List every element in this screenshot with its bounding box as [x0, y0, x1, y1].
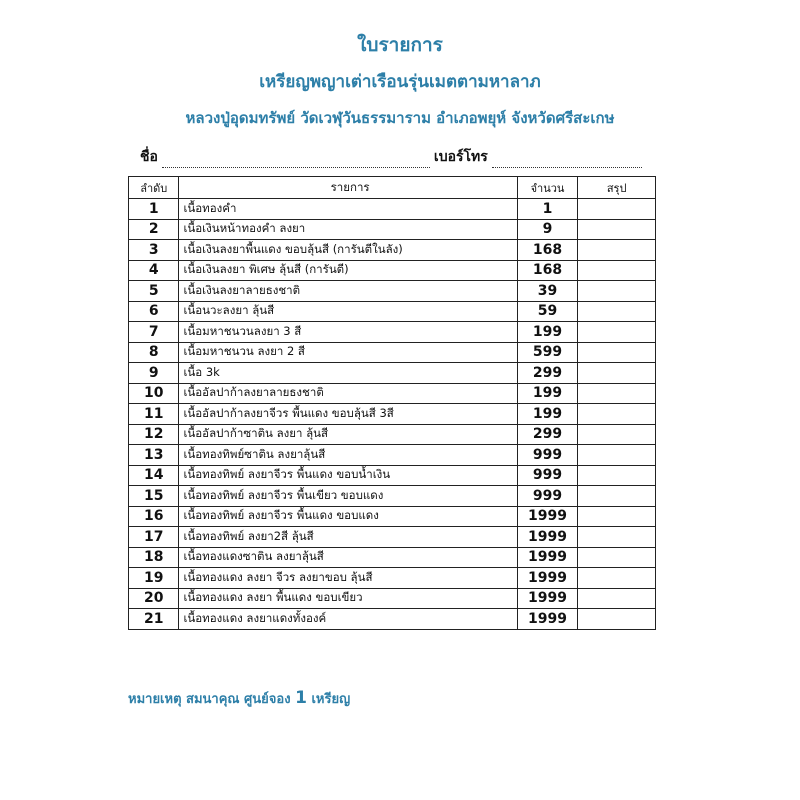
row-qty: 299	[517, 424, 578, 445]
row-number: 13	[129, 445, 179, 466]
row-qty: 999	[517, 445, 578, 466]
row-item: เนื้อเงินลงยา พิเศษ ลุ้นสี (การันตี)	[179, 260, 517, 281]
row-item: เนื้อทองทิพย์ซาติน ลงยาลุ้นสี	[179, 445, 517, 466]
row-qty: 1999	[517, 506, 578, 527]
row-summary[interactable]	[578, 527, 656, 548]
row-qty: 199	[517, 322, 578, 343]
row-summary[interactable]	[578, 383, 656, 404]
row-qty: 39	[517, 281, 578, 302]
row-qty: 1999	[517, 568, 578, 589]
row-number: 11	[129, 404, 179, 425]
table-row	[129, 506, 656, 527]
row-number: 1	[129, 199, 179, 220]
header-summary: สรุป	[578, 177, 656, 199]
table-row	[129, 527, 656, 548]
table-row	[129, 424, 656, 445]
row-item: เนื้อนวะลงยา ลุ้นสี	[179, 301, 517, 322]
note-line	[128, 688, 350, 709]
row-summary[interactable]	[578, 465, 656, 486]
row-qty: 1	[517, 199, 578, 220]
name-field[interactable]	[162, 153, 430, 168]
row-item: เนื้อ 3k	[179, 363, 517, 384]
row-qty: 168	[517, 260, 578, 281]
row-qty: 59	[517, 301, 578, 322]
row-number: 20	[129, 588, 179, 609]
table-row	[129, 404, 656, 425]
row-summary[interactable]	[578, 547, 656, 568]
row-qty: 1999	[517, 547, 578, 568]
table-row	[129, 609, 656, 630]
table-row	[129, 219, 656, 240]
row-number: 6	[129, 301, 179, 322]
row-number: 21	[129, 609, 179, 630]
row-summary[interactable]	[578, 199, 656, 220]
table-header-row	[129, 177, 656, 199]
phone-field[interactable]	[492, 153, 642, 168]
row-number: 12	[129, 424, 179, 445]
row-item: เนื้อมหาชนวน ลงยา 2 สี	[179, 342, 517, 363]
table-row	[129, 465, 656, 486]
row-qty: 599	[517, 342, 578, 363]
table-row	[129, 260, 656, 281]
note-unit: เหรียญ	[311, 692, 351, 707]
row-summary[interactable]	[578, 568, 656, 589]
row-number: 14	[129, 465, 179, 486]
row-qty: 999	[517, 486, 578, 507]
row-item: เนื้อทองทิพย์ ลงยา2สี ลุ้นสี	[179, 527, 517, 548]
table-row	[129, 363, 656, 384]
table-row	[129, 301, 656, 322]
phone-label: เบอร์โทร	[433, 149, 488, 165]
table-row	[129, 240, 656, 261]
row-qty: 199	[517, 383, 578, 404]
row-item: เนื้อมหาชนวนลงยา 3 สี	[179, 322, 517, 343]
row-summary[interactable]	[578, 588, 656, 609]
row-number: 9	[129, 363, 179, 384]
header-no: ลำดับ	[129, 177, 179, 199]
document-subtitle: เหรียญพญาเต่าเรือนรุ่นเมตตามหาลาภ	[259, 72, 541, 92]
row-item: เนื้อทองแดงซาติน ลงยาลุ้นสี	[179, 547, 517, 568]
row-summary[interactable]	[578, 486, 656, 507]
row-number: 7	[129, 322, 179, 343]
table-row	[129, 342, 656, 363]
row-item: เนื้อทองทิพย์ ลงยาจีวร พื้นแดง ขอบแดง	[179, 506, 517, 527]
row-number: 19	[129, 568, 179, 589]
row-item: เนื้ออัลปาก้าลงยาจีวร พื้นแดง ขอบลุ้นสี 3สี	[179, 404, 517, 425]
row-summary[interactable]	[578, 609, 656, 630]
row-item: เนื้อเงินลงยาพื้นแดง ขอบลุ้นสี (การันตีในลัง)	[179, 240, 517, 261]
row-summary[interactable]	[578, 240, 656, 261]
temple-line: หลวงปู่อุดมทรัพย์ วัดเวฬุวันธรรมาราม อำเภอพยุห์ จังหวัดศรีสะเกษ	[185, 109, 615, 127]
name-label: ชื่อ	[140, 149, 158, 165]
row-summary[interactable]	[578, 404, 656, 425]
row-summary[interactable]	[578, 445, 656, 466]
row-item: เนื้ออัลปาก้าลงยาลายธงชาติ	[179, 383, 517, 404]
table-row	[129, 588, 656, 609]
row-item: เนื้อทองแดง ลงยา พื้นแดง ขอบเขียว	[179, 588, 517, 609]
row-qty: 168	[517, 240, 578, 261]
table-row	[129, 322, 656, 343]
table-row	[129, 486, 656, 507]
row-summary[interactable]	[578, 219, 656, 240]
row-number: 5	[129, 281, 179, 302]
row-summary[interactable]	[578, 322, 656, 343]
table-row	[129, 199, 656, 220]
table-row	[129, 568, 656, 589]
row-item: เนื้อทองคำ	[179, 199, 517, 220]
note-count: 1	[295, 688, 307, 708]
row-item: เนื้อเงินหน้าทองคำ ลงยา	[179, 219, 517, 240]
row-item: เนื้อเงินลงยาลายธงชาติ	[179, 281, 517, 302]
row-number: 4	[129, 260, 179, 281]
row-qty: 1999	[517, 527, 578, 548]
row-qty: 199	[517, 404, 578, 425]
row-qty: 1999	[517, 588, 578, 609]
row-number: 8	[129, 342, 179, 363]
row-number: 16	[129, 506, 179, 527]
row-summary[interactable]	[578, 424, 656, 445]
row-summary[interactable]	[578, 363, 656, 384]
row-summary[interactable]	[578, 281, 656, 302]
row-qty: 9	[517, 219, 578, 240]
row-qty: 999	[517, 465, 578, 486]
note-text: หมายเหตุ สมนาคุณ ศูนย์จอง	[128, 692, 291, 707]
order-table	[128, 176, 656, 630]
row-summary[interactable]	[578, 506, 656, 527]
header-item: รายการ	[179, 177, 517, 199]
row-summary[interactable]	[578, 342, 656, 363]
row-item: เนื้อทองทิพย์ ลงยาจีวร พื้นแดง ขอบน้ำเงิน	[179, 465, 517, 486]
row-summary[interactable]	[578, 260, 656, 281]
row-number: 10	[129, 383, 179, 404]
row-qty: 299	[517, 363, 578, 384]
row-number: 15	[129, 486, 179, 507]
row-summary[interactable]	[578, 301, 656, 322]
row-number: 17	[129, 527, 179, 548]
row-number: 3	[129, 240, 179, 261]
table-row	[129, 281, 656, 302]
row-item: เนื้อทองทิพย์ ลงยาจีวร พื้นเขียว ขอบแดง	[179, 486, 517, 507]
row-qty: 1999	[517, 609, 578, 630]
table-row	[129, 547, 656, 568]
row-item: เนื้ออัลปาก้าซาติน ลงยา ลุ้นสี	[179, 424, 517, 445]
row-number: 2	[129, 219, 179, 240]
row-number: 18	[129, 547, 179, 568]
header-qty: จำนวน	[517, 177, 578, 199]
document-title: ใบรายการ	[357, 34, 443, 56]
table-row	[129, 445, 656, 466]
row-item: เนื้อทองแดง ลงยาแดงทั้งองค์	[179, 609, 517, 630]
row-item: เนื้อทองแดง ลงยา จีวร ลงยาขอบ ลุ้นสี	[179, 568, 517, 589]
table-row	[129, 383, 656, 404]
contact-form-line	[140, 146, 660, 168]
